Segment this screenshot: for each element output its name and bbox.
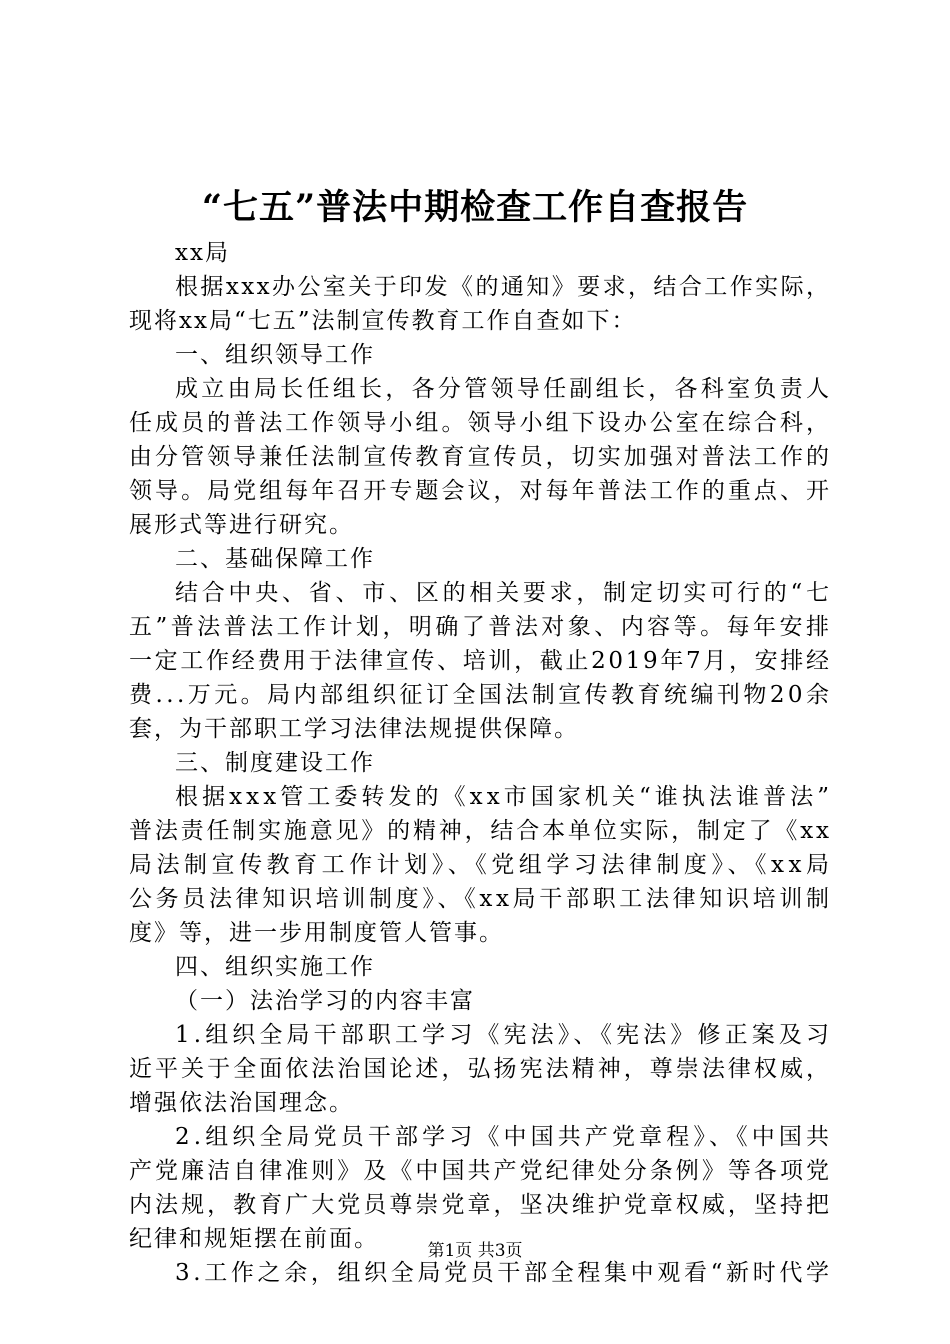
text-line: （一）法治学习的内容丰富: [175, 988, 475, 1014]
text-line: 近平关于全面依法治国论述，弘扬宪法精神，尊崇法律权威，: [129, 1056, 833, 1082]
text-line: xx局: [175, 240, 230, 266]
text-line: 成立由局长任组长，各分管领导任副组长，各科室负责人: [175, 376, 833, 402]
text-line: 度》等，进一步用制度管人管事。: [129, 920, 504, 946]
text-line: 局法制宣传教育工作计划》、《党组学习法律制度》、《xx局: [129, 852, 834, 878]
text-line: 1.组织全局干部职工学习《宪法》、《宪法》修正案及习: [175, 1022, 834, 1048]
text-line: 展形式等进行研究。: [129, 512, 354, 538]
text-line: 增强依法治国理念。: [129, 1090, 354, 1116]
text-line: 3.工作之余，组织全局党员干部全程集中观看“新时代学: [175, 1260, 833, 1286]
text-line: 一定工作经费用于法律宣传、培训，截止2019年7月，安排经: [129, 648, 832, 674]
text-line: 领导。局党组每年召开专题会议，对每年普法工作的重点、开: [129, 478, 833, 504]
text-line: 根据xxx管工委转发的《xx市国家机关“谁执法谁普法”: [175, 784, 834, 810]
document-title: “七五”普法中期检查工作自查报告: [201, 187, 749, 228]
text-line: 套，为干部职工学习法律法规提供保障。: [129, 716, 579, 742]
text-line: 根据xxx办公室关于印发《的通知》要求，结合工作实际，: [175, 274, 832, 300]
text-line: 现将xx局“七五”法制宣传教育工作自查如下：: [129, 308, 637, 334]
text-line: 任成员的普法工作领导小组。领导小组下设办公室在综合科，: [129, 410, 833, 436]
text-line: 一、组织领导工作: [175, 342, 375, 368]
text-line: 普法责任制实施意见》的精神，结合本单位实际，制定了《xx: [129, 818, 832, 844]
text-line: 费...万元。局内部组织征订全国法制宣传教育统编刊物20余: [129, 682, 833, 708]
document-body: [129, 236, 834, 1290]
text-line: 公务员法律知识培训制度》、《xx局干部职工法律知识培训制: [129, 886, 833, 912]
text-line: 由分管领导兼任法制宣传教育宣传员，切实加强对普法工作的: [129, 444, 833, 470]
page-footer: 第1页 共3页: [427, 1241, 523, 1261]
text-line: 四、组织实施工作: [175, 954, 375, 980]
text-line: 2.组织全局党员干部学习《中国共产党章程》、《中国共: [175, 1124, 834, 1150]
text-line: 五”普法普法工作计划，明确了普法对象、内容等。每年安排: [129, 614, 833, 640]
text-line: 结合中央、省、市、区的相关要求，制定切实可行的“七: [175, 580, 833, 606]
text-line: 产党廉洁自律准则》及《中国共产党纪律处分条例》等各项党: [129, 1158, 833, 1184]
text-line: 三、制度建设工作: [175, 750, 375, 776]
text-line: 二、基础保障工作: [175, 546, 375, 572]
text-line: 内法规，教育广大党员尊崇党章，坚决维护党章权威，坚持把: [129, 1192, 833, 1218]
text-line: 纪律和规矩摆在前面。: [129, 1226, 379, 1252]
